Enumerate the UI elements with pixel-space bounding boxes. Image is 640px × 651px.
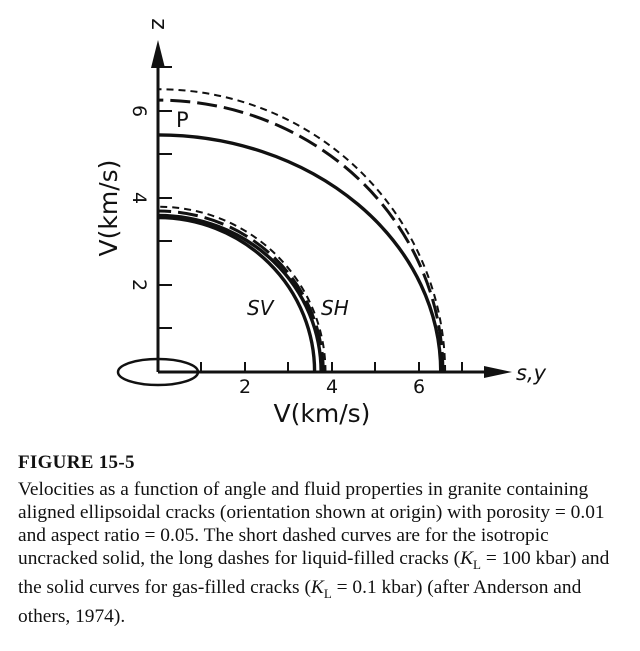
z-axis-arrow [151, 40, 165, 68]
sh-curve-label: SH [321, 296, 349, 320]
sv-curve-label: SV [247, 296, 274, 320]
s-axis-label: s,y [516, 361, 547, 385]
s-axis-arrow [484, 366, 512, 378]
p-curve-solid [158, 135, 441, 372]
p-curve-label: P [176, 108, 189, 132]
x-axis-title: V(km/s) [273, 399, 371, 428]
p-curve-long-dash [158, 100, 443, 372]
y-axis-title: V(km/s) [94, 159, 123, 257]
s-tick-labels [239, 376, 425, 398]
z-axis-label: z [146, 18, 171, 30]
z-ticks [158, 67, 172, 328]
s-tick-label-4: 4 [325, 376, 339, 398]
z-tick-label-6: 6 [128, 104, 150, 118]
s-tick-label-6: 6 [412, 376, 426, 398]
figure-caption [18, 452, 630, 628]
caption-title: FIGURE 15-5 [18, 452, 135, 473]
z-tick-label-4: 4 [128, 191, 150, 205]
z-tick-labels [128, 105, 150, 291]
z-tick-label-2: 2 [128, 278, 150, 292]
velocity-curves [158, 89, 445, 372]
caption-body: Velocities as a function of angle and fluid properties in granite containing aligned ellipsoidal cracks (orientation shown at origin) with porosity = 0.01 and aspect ratio = 0.05. The short dashed curves are for the isotropic uncracked solid, the long dashes for liquid-filled cracks ($K_L = 100$ kbar) and the solid curves for gas-filled cracks ($K_L = 0.1$ kbar) (after Anderson and others, 1974). [18, 479, 610, 627]
sv-curve-solid [158, 218, 315, 372]
s-tick-label-2: 2 [238, 376, 252, 398]
